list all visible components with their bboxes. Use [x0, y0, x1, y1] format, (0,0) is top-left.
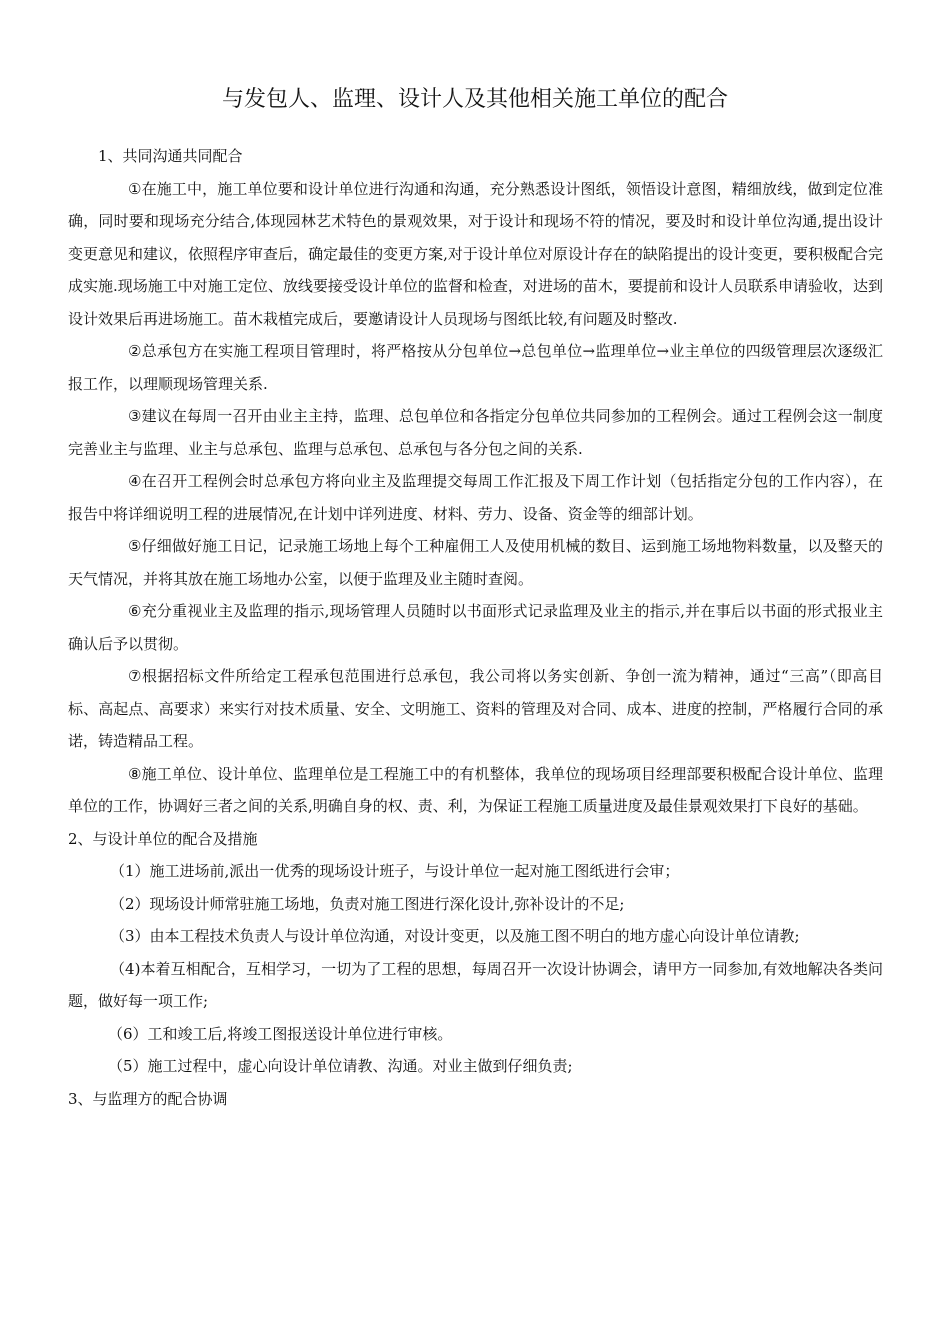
section-2-item: （3）由本工程技术负责人与设计单位沟通，对设计变更，以及施工图不明白的地方虚心向设计单位请教; [110, 927, 800, 945]
section-1-item [68, 465, 883, 530]
section-1-item [68, 595, 883, 660]
section-2-item: （6）工和竣工后,将竣工图报送设计单位进行审核。 [108, 1024, 453, 1043]
item-text: 总承包方在实施工程项目管理时，将严格按从分包单位→总包单位→监理单位→业主单位的四级管理层次逐级汇报工作，以理顺现场管理关系. [68, 342, 883, 393]
section-2-item: （4)本着互相配合，互相学习，一切为了工程的思想，每周召开一次设计协调会，请甲方一同参加,有效地解决各类问题，做好每一项工作; [68, 959, 883, 1010]
item-text: 根据招标文件所给定工程承包范围进行总承包，我公司将以务实创新、争创一流为精神，通过“三高”（即高目标、高起点、高要求）来实行对技术质量、安全、文明施工、资料的管理及对合同、成本、进度的控制，严格履行合同的承诺，铸造精品工程。 [68, 667, 883, 750]
section-1-item [68, 530, 883, 595]
section-1-item [68, 758, 883, 823]
item-text: 施工单位、设计单位、监理单位是工程施工中的有机整体，我单位的现场项目经理部要积极配合设计单位、监理单位的工作，协调好三者之间的关系,明确自身的权、责、利，为保证工程施工质量进度及最佳景观效果打下良好的基础。 [68, 764, 883, 815]
item-marker: ⑦ [128, 667, 142, 685]
item-text: 在召开工程例会时总承包方将向业主及监理提交每周工作汇报及下周工作计划（包括指定分包的工作内容），在报告中将详细说明工程的进展情况,在计划中详列进度、材料、劳力、设备、资金等的细部计划。 [68, 472, 883, 523]
section-2-item: （1）施工进场前,派出一优秀的现场设计班子，与设计单位一起对施工图纸进行会审； [110, 862, 680, 880]
item-text: 建议在每周一召开由业主主持，监理、总包单位和各指定分包单位共同参加的工程例会。通过工程例会这一制度完善业主与监理、业主与总承包、监理与总承包、总承包与各分包之间的关系. [68, 407, 883, 458]
item-marker: ⑥ [128, 602, 142, 620]
item-marker: ② [128, 342, 142, 360]
section-1-heading: 1、共同沟通共同配合 [98, 147, 243, 165]
item-marker: ① [128, 179, 142, 198]
item-marker: ③ [128, 407, 142, 425]
item-marker: ⑤ [128, 537, 142, 555]
document-title: 与发包人、监理、设计人及其他相关施工单位的配合 [221, 87, 728, 112]
item-text: 在施工中，施工单位要和设计单位进行沟通和沟通，充分熟悉设计图纸，领悟设计意图，精细放线，做到定位准确，同时要和现场充分结合,体现园林艺术特色的景观效果，对于设计和现场不符的情况，要及时和设计单位沟通,提出设计变更意见和建议，依照程序审查后，确定最佳的变更方案,对于设计单位对原设计存在的缺陷提出的设计变更，要积极配合完成实施.现场施工中对施工定位、放线要接受设计单位的监督和检查，对进场的苗木，要提前和设计人员联系申请验收，达到设计效果后再进场施工。苗木栽植完成后，要邀请设计人员现场与图纸比较,有问题及时整改. [68, 179, 883, 328]
section-1-item [68, 335, 883, 400]
section-2-item: （5）施工过程中，虚心向设计单位请教、沟通。对业主做到仔细负责; [108, 1057, 573, 1075]
item-text: 仔细做好施工日记，记录施工场地上每个工种雇佣工人及使用机械的数目、运到施工场地物料数量，以及整天的天气情况，并将其放在施工场地办公室，以便于监理及业主随时查阅。 [68, 537, 883, 588]
section-3-heading: 3、与监理方的配合协调 [68, 1089, 228, 1108]
document-body [68, 140, 883, 1115]
section-2-item: （2）现场设计师常驻施工场地，负责对施工图进行深化设计,弥补设计的不足; [110, 894, 625, 913]
section-1-item [68, 173, 883, 336]
item-text: 充分重视业主及监理的指示,现场管理人员随时以书面形式记录监理及业主的指示,并在事后以书面的形式报业主确认后予以贯彻。 [68, 602, 883, 653]
section-1-item [68, 400, 883, 465]
section-1-item [68, 660, 883, 758]
item-marker: ⑧ [128, 764, 142, 783]
section-2-heading: 2、与设计单位的配合及措施 [68, 829, 258, 848]
item-marker: ④ [128, 472, 142, 490]
